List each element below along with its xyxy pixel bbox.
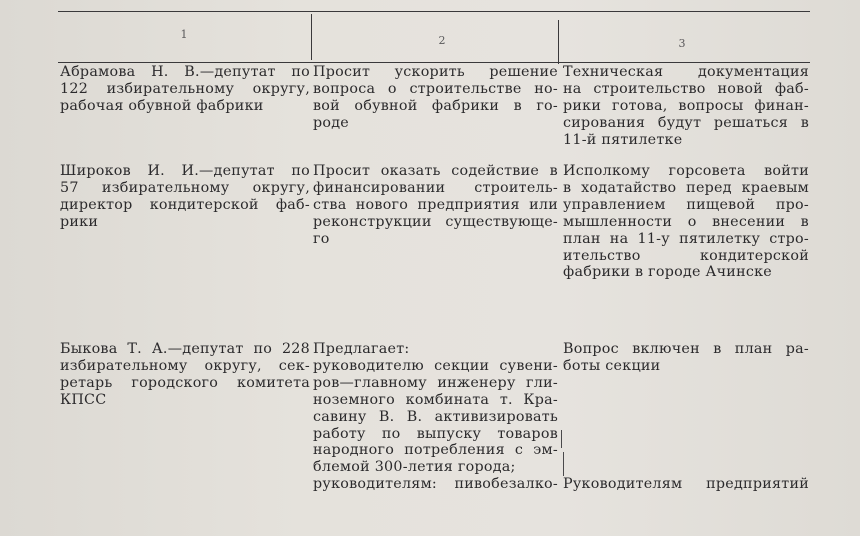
row2-response-line: Исполкому горсовета войти xyxy=(563,163,809,179)
row1-request-line: роде xyxy=(313,114,350,131)
column-number-1: 1 xyxy=(180,28,188,41)
row3-response-line: Вопрос включен в план ра- xyxy=(563,341,809,357)
row2-request-line: финансировании строитель- xyxy=(313,179,558,196)
row3-request-line: Предлагает: xyxy=(313,341,410,357)
row2-request-line: го xyxy=(313,230,330,247)
row1-deputy-line: рабочая обувной фабрики xyxy=(60,97,264,114)
row1-request-line: Просит ускорить решение xyxy=(313,64,558,80)
row2-response-line: в ходатайство перед краевым xyxy=(563,179,809,196)
row1-response-line: Техническая документация xyxy=(563,64,809,80)
row1-request-cell xyxy=(313,64,558,132)
row3-request-line: блемой 300-летия города; xyxy=(313,459,516,476)
row1-request-line: вопроса о строительстве но- xyxy=(313,80,558,97)
row2-request-line: ства нового предприятия или xyxy=(313,196,558,213)
row3-request-line: ноземного комбината т. Кра- xyxy=(313,391,558,408)
row3-deputy-line: КПСС xyxy=(60,391,107,408)
row3-request-line: руководителям: пивобезалко- xyxy=(313,476,558,493)
row2-response-line: ительство кондитерской xyxy=(563,247,809,264)
row3-response-cell xyxy=(563,341,809,375)
row1-response-line: сирования будут решаться в xyxy=(563,114,809,131)
row2-request-line: реконструкции существующе- xyxy=(313,213,558,230)
row1-response-line: 11-й пятилетке xyxy=(563,131,683,148)
row3-request-line: работу по выпуску товаров xyxy=(313,425,558,442)
row3-deputy-line: избирательному округу, сек- xyxy=(60,357,310,374)
row3-request-line: ров—главному инженеру гли- xyxy=(313,374,558,391)
row3-response-extra xyxy=(563,476,809,493)
row2-deputy-line: рики xyxy=(60,213,99,230)
row3-deputy-cell xyxy=(60,341,310,409)
row1-response-line: на строительство новой фаб- xyxy=(563,80,809,97)
row1-deputy-line: 122 избирательному округу, xyxy=(60,80,310,97)
row1-response-line: рики готова, вопросы финан- xyxy=(563,97,809,114)
row3-deputy-line: ретарь городского комитета xyxy=(60,374,310,391)
column-number-3: 3 xyxy=(678,37,686,50)
row2-response-line: фабрики в городе Ачинске xyxy=(563,264,773,281)
row2-deputy-cell xyxy=(60,163,310,231)
row2-response-line: план на 11-у пятилетку стро- xyxy=(563,230,809,247)
row1-request-line: вой обувной фабрики в го- xyxy=(313,97,558,114)
row3-request-cell xyxy=(313,341,558,493)
row3-response-extra-line: Руководителям предприятий xyxy=(563,476,809,492)
row2-deputy-line: директор кондитерской фаб- xyxy=(60,196,310,213)
row3-request-line: савину В. В. активизировать xyxy=(313,408,558,425)
row1-deputy-line: Абрамова Н. В.—депутат по xyxy=(60,64,310,80)
row2-deputy-line: 57 избирательному округу, xyxy=(60,179,310,196)
row2-response-cell xyxy=(563,163,809,281)
row2-deputy-line: Широков И. И.—депутат по xyxy=(60,163,310,179)
row1-deputy-cell xyxy=(60,64,310,115)
row1-response-cell xyxy=(563,64,809,149)
margin-mark xyxy=(563,452,564,476)
row3-request-line: руководителю секции сувени- xyxy=(313,357,558,374)
column-divider-1 xyxy=(311,14,312,60)
column-number-2: 2 xyxy=(438,34,446,47)
header-bottom-rule xyxy=(58,62,810,63)
column-divider-2 xyxy=(558,20,559,64)
table-top-rule xyxy=(58,11,810,12)
row2-request-cell xyxy=(313,163,558,248)
row2-response-line: управлением пищевой про- xyxy=(563,196,809,213)
row2-request-line: Просит оказать содействие в xyxy=(313,163,558,179)
row3-request-line: народного потребления с эм- xyxy=(313,442,558,459)
margin-mark xyxy=(561,430,562,448)
row3-deputy-line: Быкова Т. А.—депутат по 228 xyxy=(60,341,310,357)
row3-response-line: боты секции xyxy=(563,357,661,374)
row2-response-line: мышленности о внесении в xyxy=(563,213,809,230)
